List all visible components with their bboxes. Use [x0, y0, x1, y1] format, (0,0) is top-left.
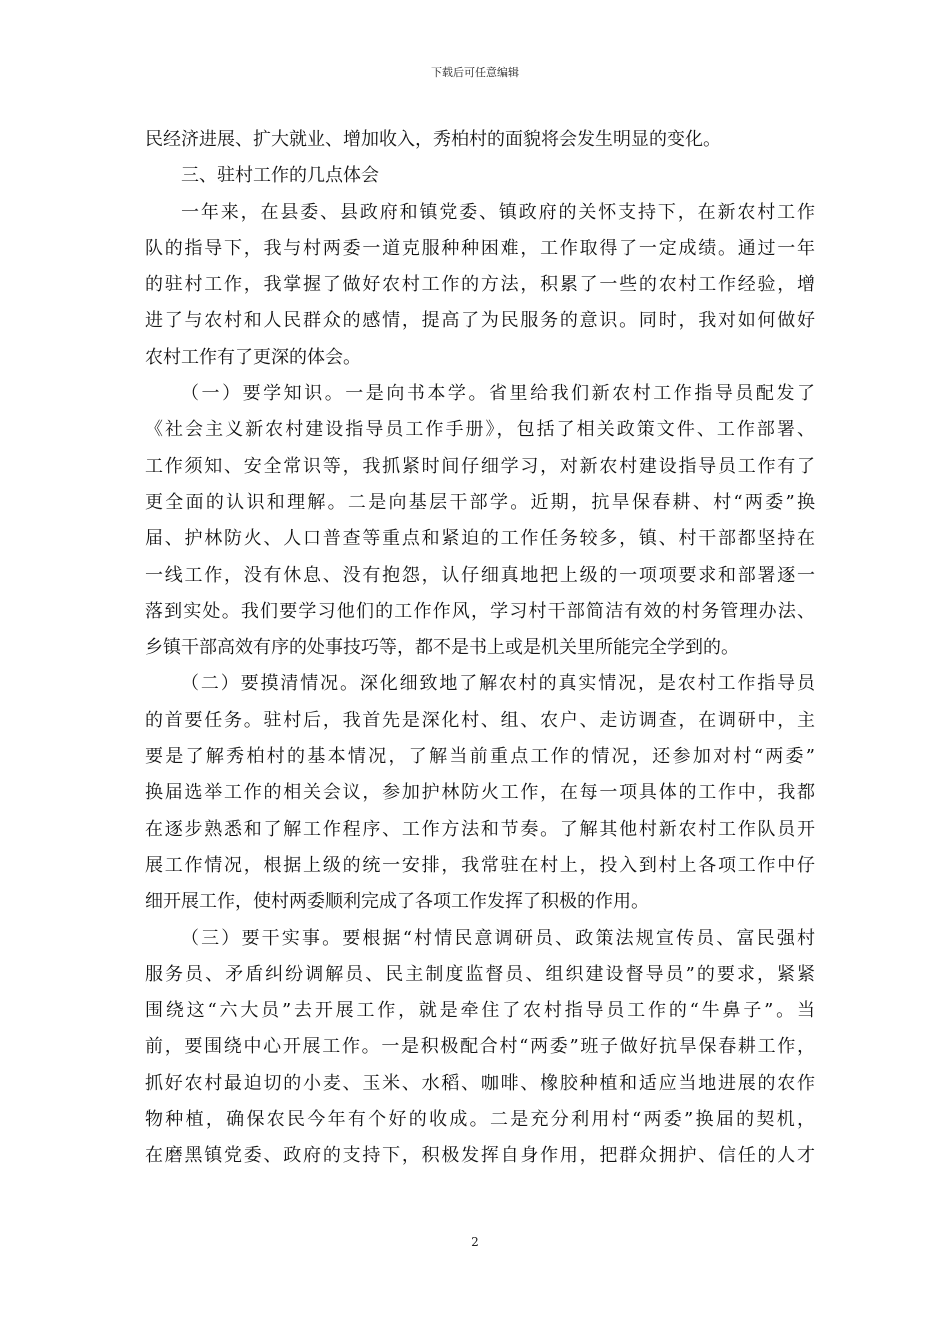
text-line: 物种植，确保农民今年有个好的收成。二是充分利用村“两委”换届的契机， [145, 1109, 815, 1131]
text-line: 抓好农村最迫切的小麦、玉米、水稻、咖啡、橡胶种植和适应当地进展的农作 [145, 1072, 815, 1094]
document-body [145, 122, 815, 1175]
text-line: 更全面的认识和理解。二是向基层干部学。近期，抗旱保春耕、村“两委”换 [145, 491, 815, 513]
text-line: 细开展工作，使村两委顺利完成了各项工作发挥了积极的作用。 [145, 891, 649, 913]
text-line: 届、护林防火、人口普查等重点和紧迫的工作任务较多，镇、村干部都坚持在 [145, 528, 815, 550]
text-line: 围绕这“六大员”去开展工作，就是牵住了农村指导员工作的“牛鼻子”。当 [145, 1000, 815, 1022]
text-line: 工作须知、安全常识等，我抓紧时间仔细学习，对新农村建设指导员工作有了 [145, 455, 815, 477]
text-line: 进了与农村和人民群众的感情，提高了为民服务的意识。同时，我对如何做好 [145, 310, 815, 332]
text-line: （三）要干实事。要根据“村情民意调研员、政策法规宣传员、富民强村 [181, 927, 815, 949]
text-line: 乡镇干部高效有序的处事技巧等，都不是书上或是机关里所能完全学到的。 [145, 637, 739, 659]
text-line: 《社会主义新农村建设指导员工作手册》，包括了相关政策文件、工作部署、 [145, 419, 815, 441]
text-line: 展工作情况，根据上级的统一安排，我常驻在村上，投入到村上各项工作中仔 [145, 854, 815, 876]
text-line: （一）要学知识。一是向书本学。省里给我们新农村工作指导员配发了 [181, 383, 815, 405]
text-line: 在逐步熟悉和了解工作程序、工作方法和节奏。了解其他村新农村工作队员开 [145, 818, 815, 840]
page-header: 下载后可任意编辑 [431, 66, 519, 79]
page-number: 2 [471, 1235, 479, 1249]
text-line: （二）要摸清情况。深化细致地了解农村的真实情况，是农村工作指导员 [181, 673, 815, 695]
text-line: 的首要任务。驻村后，我首先是深化村、组、农户、走访调查，在调研中，主 [145, 709, 815, 731]
text-line: 要是了解秀柏村的基本情况，了解当前重点工作的情况，还参加对村“两委” [145, 746, 815, 768]
text-line: 在磨黑镇党委、政府的支持下，积极发挥自身作用，把群众拥护、信任的人才 [145, 1145, 815, 1167]
text-line: 一线工作，没有休息、没有抱怨，认仔细真地把上级的一项项要求和部署逐一 [145, 564, 815, 586]
text-line: 换届选举工作的相关会议，参加护林防火工作，在每一项具体的工作中，我都 [145, 782, 815, 804]
text-line: 农村工作有了更深的体会。 [145, 346, 361, 368]
text-line: 民经济进展、扩大就业、增加收入，秀柏村的面貌将会发生明显的变化。 [145, 129, 721, 150]
section-heading: 三、驻村工作的几点体会 [181, 165, 379, 187]
text-line: 服务员、矛盾纠纷调解员、民主制度监督员、组织建设督导员”的要求，紧紧 [145, 963, 815, 985]
text-line: 一年来，在县委、县政府和镇党委、镇政府的关怀支持下，在新农村工作 [181, 201, 815, 223]
text-line: 队的指导下，我与村两委一道克服种种困难，工作取得了一定成绩。通过一年 [145, 237, 815, 259]
text-line: 的驻村工作，我掌握了做好农村工作的方法，积累了一些的农村工作经验，增 [145, 274, 815, 296]
text-line: 落到实处。我们要学习他们的工作作风，学习村干部简洁有效的村务管理办法、 [145, 600, 815, 622]
text-line: 前，要围绕中心开展工作。一是积极配合村“两委”班子做好抗旱保春耕工作， [145, 1036, 815, 1058]
